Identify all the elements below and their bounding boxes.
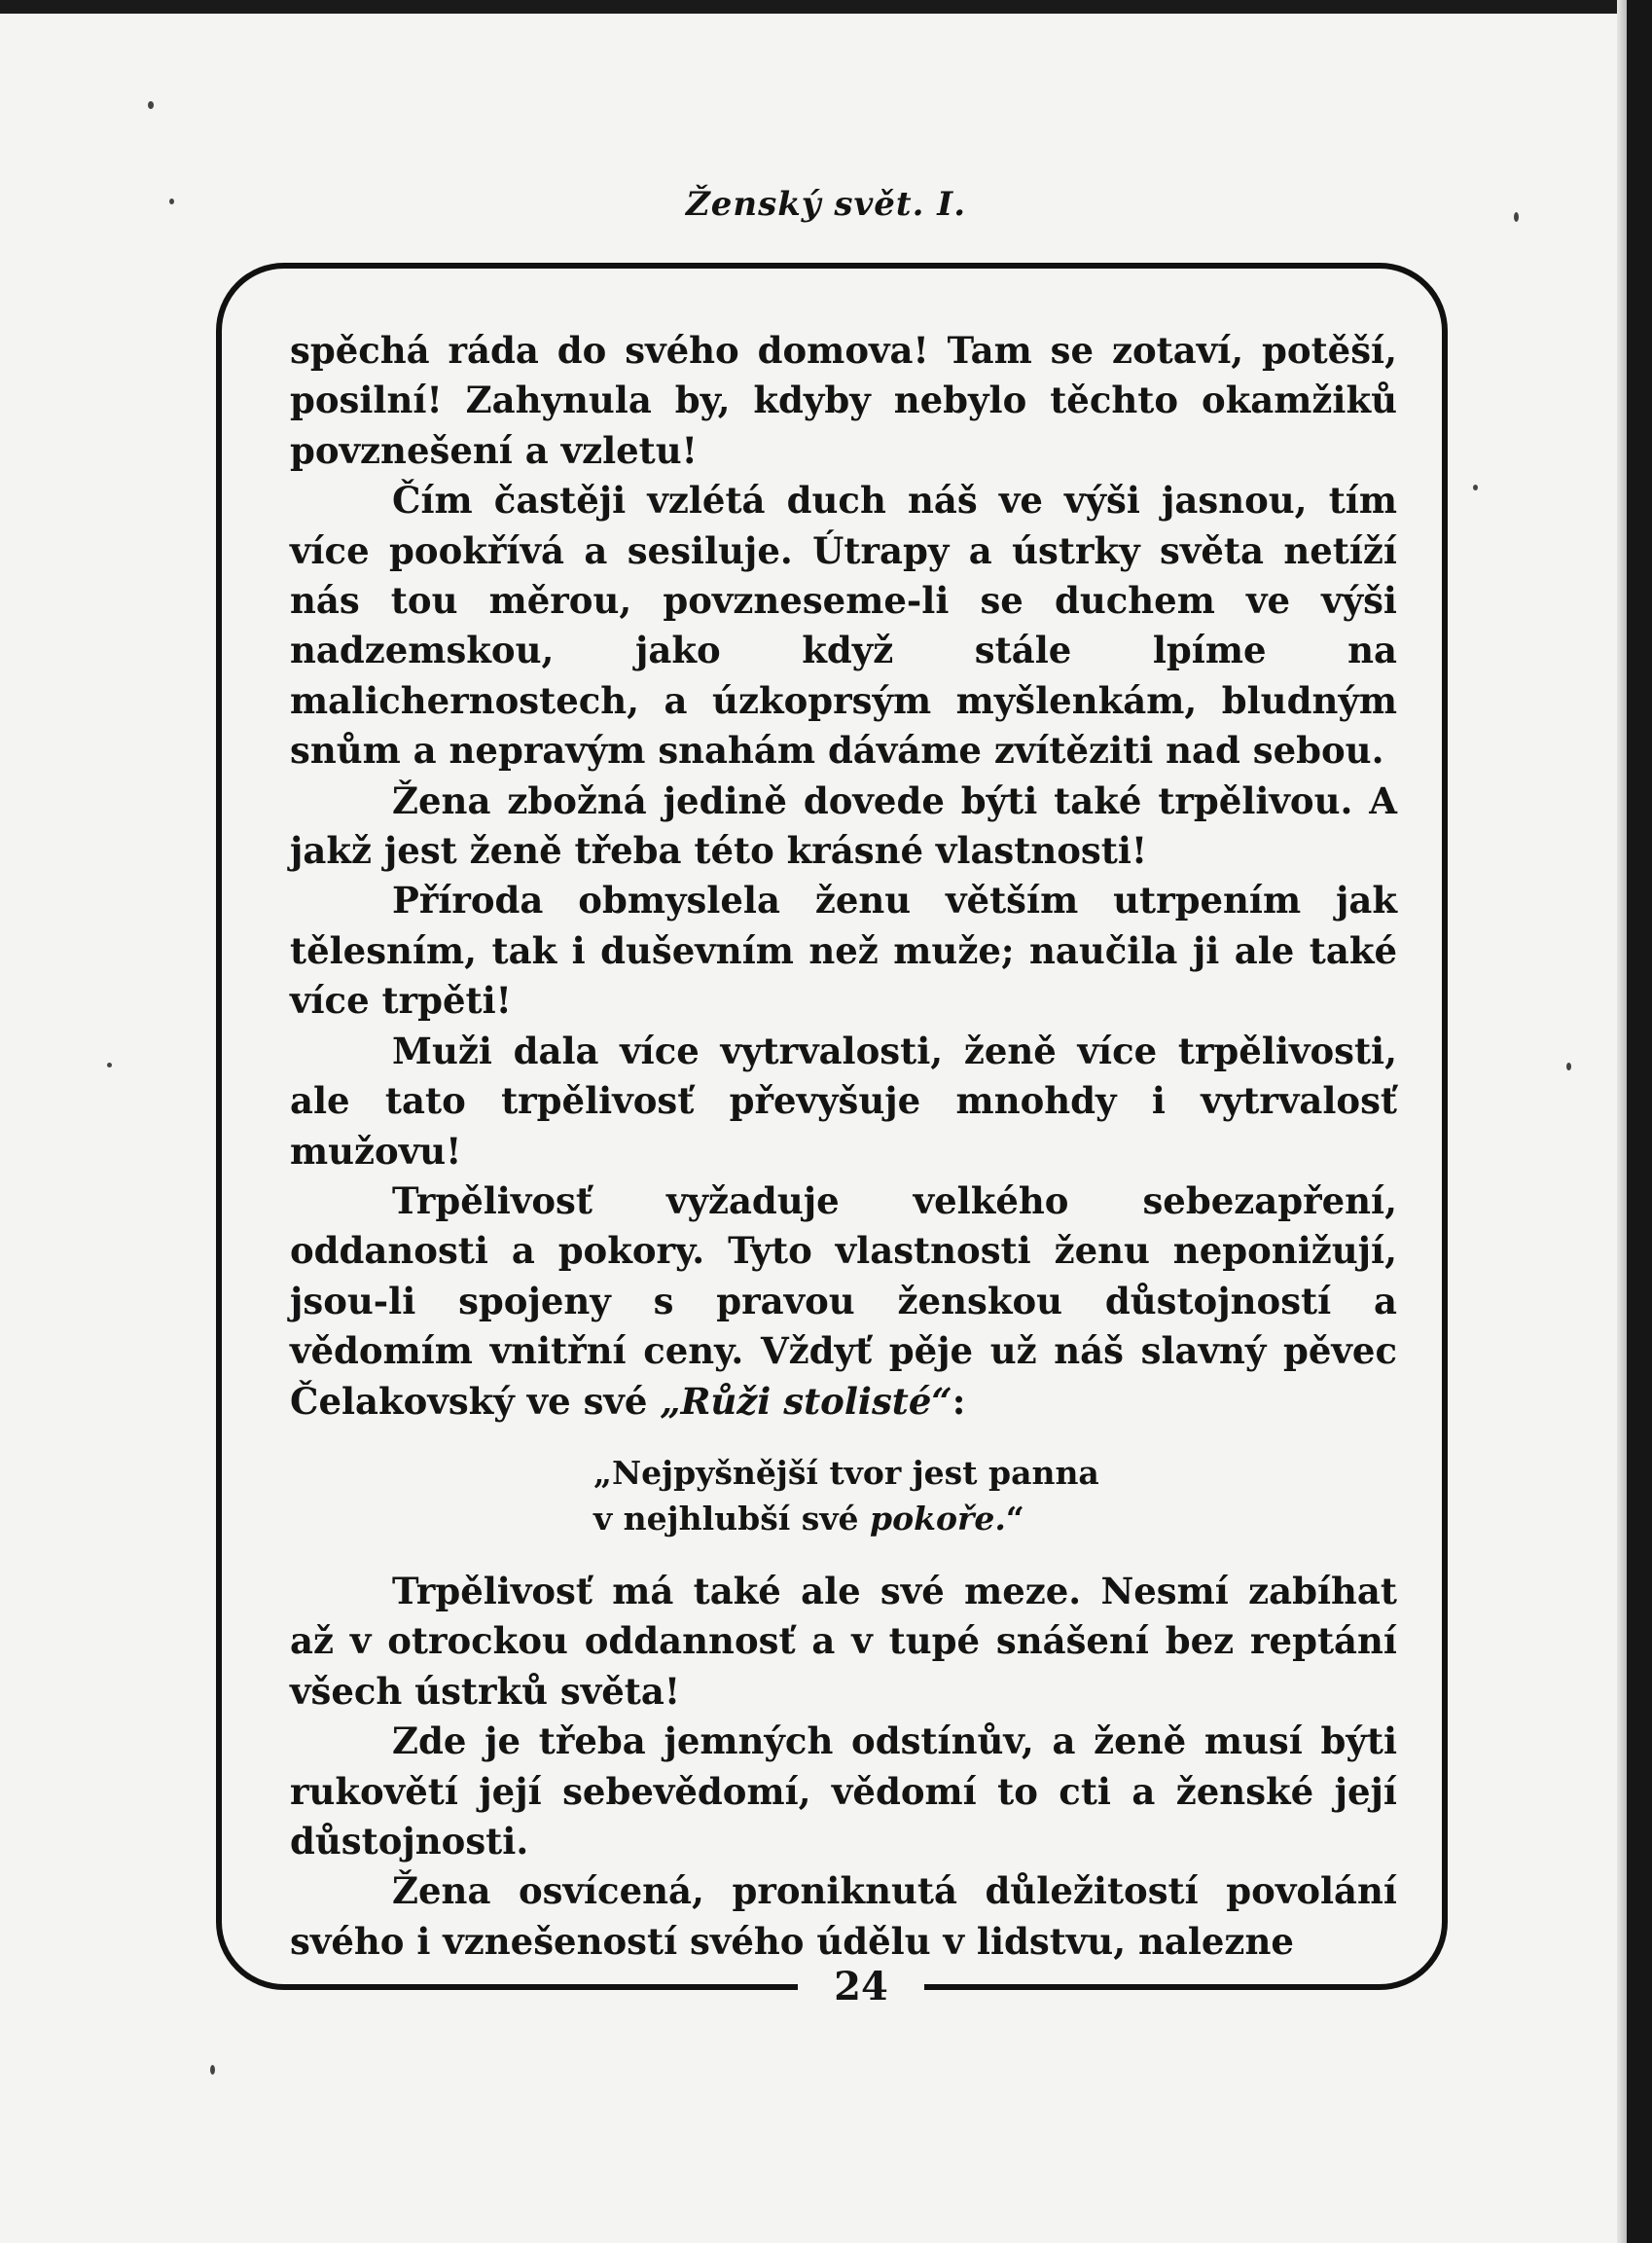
- paragraph: Žena zbožná jedině dovede býti také trpělivou. A jakž jest ženě třeba této krásné vlastnosti!: [290, 778, 1397, 873]
- paragraph: [290, 1176, 1397, 1427]
- verse-line: „Nejpyšnější tvor jest panna: [593, 1453, 1099, 1492]
- scan-right-edge: [1627, 0, 1652, 2243]
- verse-quote-mark: “: [1005, 1499, 1024, 1538]
- scan-speck: [1473, 485, 1478, 490]
- paragraph-text: Trpělivosť vyžaduje velkého sebezapření, oddanosti a pokory. Tyto vlastnosti ženu neponižují, jsou-li spojeny s pravou ženskou důstojností a vědomím vnitřní ceny. Vždyť pěje už náš slavný pěvec Čelakovský ve své: [290, 1178, 1397, 1423]
- scan-right-shadow: [1617, 0, 1627, 2243]
- paragraph: Příroda obmyslela ženu větším utrpením jak tělesním, tak i duševním než muže; naučila ji ale také více trpěti!: [290, 879, 1397, 1023]
- paragraph: Žena osvícená, proniknutá důležitostí povolání svého i vznešeností svého údělu v lidstvu, nalezne: [290, 1869, 1397, 1963]
- paragraph: Trpělivosť má také ale své meze. Nesmí zabíhat až v otrockou oddannosť a v tupé snášení bez reptání všech ústrků světa!: [290, 1569, 1397, 1713]
- paragraph: Čím častěji vzlétá duch náš ve výši jasnou, tím více pookřívá a sesiluje. Útrapy a ústrky světa netíží nás tou měrou, povzneseme-li se duchem ve výši nadzemskou, jako když stále lpíme na malichernostech, a úzkoprsým myšlenkám, bludným snům a nepravým snahám dáváme zvítěziti nad sebou.: [290, 479, 1397, 773]
- paragraph: Zde je třeba jemných odstínův, a ženě musí býti rukovětí její sebevědomí, vědomí to cti a ženské její důstojnosti.: [290, 1719, 1397, 1863]
- scan-speck: [1566, 1063, 1571, 1070]
- body-text: [290, 326, 1397, 1967]
- scan-speck: [148, 101, 154, 109]
- verse-line: [593, 1496, 1397, 1541]
- verse-text: v nejhlubší své: [593, 1499, 871, 1538]
- verse-quote: [593, 1450, 1397, 1541]
- scan-top-edge: [0, 0, 1652, 14]
- verse-italic: pokoře.: [870, 1499, 1006, 1538]
- paragraph-punct: :: [952, 1379, 966, 1423]
- poem-title: „Růži stolisté“: [660, 1379, 952, 1423]
- scan-speck: [210, 2065, 215, 2075]
- paragraph: spěchá ráda do svého domova! Tam se zotaví, potěší, posilní! Zahynula by, kdyby nebylo těchto okamžiků povznešení a vzletu!: [290, 329, 1397, 472]
- page-number: 24: [834, 1964, 888, 2009]
- scan-speck: [107, 1063, 112, 1067]
- running-header: Ženský svět. I.: [685, 185, 967, 224]
- paragraph: Muži dala více vytrvalosti, ženě více trpělivosti, ale tato trpělivosť převyšuje mnohdy i vytrvalosť mužovu!: [290, 1029, 1397, 1173]
